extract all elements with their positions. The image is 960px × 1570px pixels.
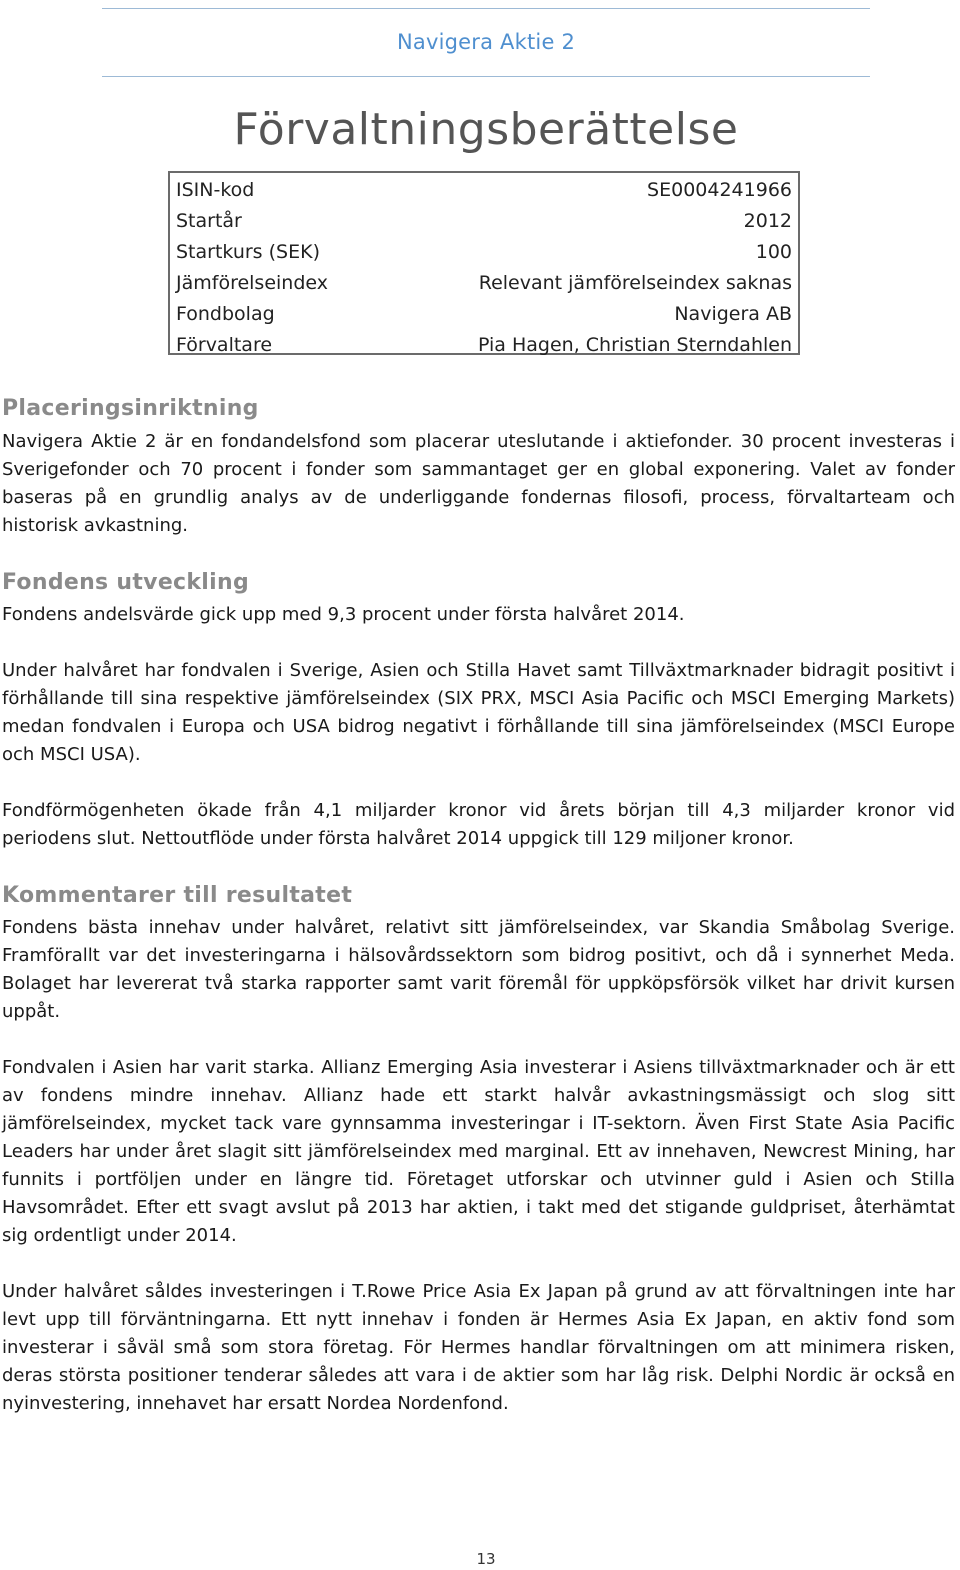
- fund-info-value: 2012: [743, 209, 792, 232]
- fund-info-row: [176, 236, 792, 267]
- fund-info-row: [176, 205, 792, 236]
- fund-info-value: Navigera AB: [674, 302, 792, 325]
- fund-info-label: Startkurs (SEK): [176, 240, 320, 263]
- page-title: Förvaltningsberättelse: [233, 104, 739, 155]
- header-rule-bottom: [102, 76, 870, 77]
- paragraph-placering: Navigera Aktie 2 är en fondandelsfond som placerar uteslutande i aktiefonder. 30 procent investeras i Sverigefonder och 70 procent i fonder som sammantaget ger en global exponering. Valet av fonder baseras på en grundlig analys av de underliggande fondernas filosofi, process, förvaltarteam och historisk avkastning.: [2, 431, 955, 536]
- header-title: Navigera Aktie 2: [396, 30, 576, 54]
- fund-info-row: [176, 267, 792, 298]
- paragraph-kommentarer-3: Under halvåret såldes investeringen i T.Rowe Price Asia Ex Japan på grund av att förvaltningen inte har levt upp till förväntningarna. Ett nytt innehav i fonden är Hermes Asia Ex Japan, en aktiv fond som investerar i såväl små som stora företag. För Hermes handlar förvaltningen om att minimera risken, deras största positioner tenderar således att vara i de aktier som har låg risk. Delphi Nordic är också en nyinvestering, innehavet har ersatt Nordea Nordenfond.: [2, 1281, 955, 1414]
- paragraph-utveckling-1: Fondens andelsvärde gick upp med 9,3 procent under första halvåret 2014.: [2, 604, 685, 625]
- fund-info-value: SE0004241966: [647, 178, 792, 201]
- header-rule-top: [102, 8, 870, 9]
- heading-kommentarer: Kommentarer till resultatet: [2, 883, 353, 908]
- fund-info-row: [176, 298, 792, 329]
- paragraph-kommentarer-2: Fondvalen i Asien har varit starka. Allianz Emerging Asia investerar i Asiens tillväxtmarknader och är ett av fondens mindre innehav. Allianz hade ett starkt halvår avkastningsmässigt och slog sitt jämförelseindex, mycket tack vare gynnsamma investeringar i IT-sektorn. Även First State Asia Pacific Leaders har under året slagit sitt jämförelseindex med marginal. Ett av innehaven, Newcrest Mining, har funnits i portföljen under en längre tid. Företaget utforskar och utvinner guld i Asien och Stilla Havsområdet. Efter ett svagt avslut på 2013 har aktien, i takt med det stigande guldpriset, återhämtat sig ordentligt under 2014.: [2, 1057, 955, 1246]
- fund-info-label: Jämförelseindex: [176, 271, 328, 294]
- fund-info-row: [176, 329, 792, 360]
- fund-info-label: ISIN-kod: [176, 178, 255, 201]
- fund-info-value: Pia Hagen, Christian Sterndahlen: [477, 333, 792, 356]
- fund-info-table: [168, 171, 800, 355]
- fund-info-value: 100: [755, 240, 792, 263]
- paragraph-utveckling-2: Under halvåret har fondvalen i Sverige, Asien och Stilla Havet samt Tillväxtmarknader bidragit positivt i förhållande till sina respektive jämförelseindex (SIX PRX, MSCI Asia Pacific och MSCI Emerging Markets) medan fondvalen i Europa och USA bidrog negativt i förhållande till sina jämförelseindex (MSCI Europe och MSCI USA).: [2, 660, 955, 765]
- fund-info-row: [176, 174, 792, 205]
- paragraph-utveckling-3: Fondförmögenheten ökade från 4,1 miljarder kronor vid årets början till 4,3 miljarder kronor vid periodens slut. Nettoutflöde under första halvåret 2014 uppgick till 129 miljoner kronor.: [2, 800, 955, 849]
- fund-info-value: Relevant jämförelseindex saknas: [478, 271, 792, 294]
- page-number: 13: [476, 1550, 496, 1568]
- fund-info-label: Startår: [176, 209, 242, 232]
- fund-info-label: Förvaltare: [176, 333, 273, 356]
- fund-info-label: Fondbolag: [176, 302, 275, 325]
- heading-placeringsinriktning: Placeringsinriktning: [2, 396, 259, 421]
- paragraph-kommentarer-1: Fondens bästa innehav under halvåret, relativt sitt jämförelseindex, var Skandia Småbolag Sverige. Framförallt var det investeringarna i hälsovårdssektorn som bidrog positivt, och då i synnerhet Meda. Bolaget har levererat två starka rapporter samt varit föremål för uppköpsförsök vilket har drivit kursen uppåt.: [2, 917, 955, 1022]
- heading-fondens-utveckling: Fondens utveckling: [2, 570, 250, 595]
